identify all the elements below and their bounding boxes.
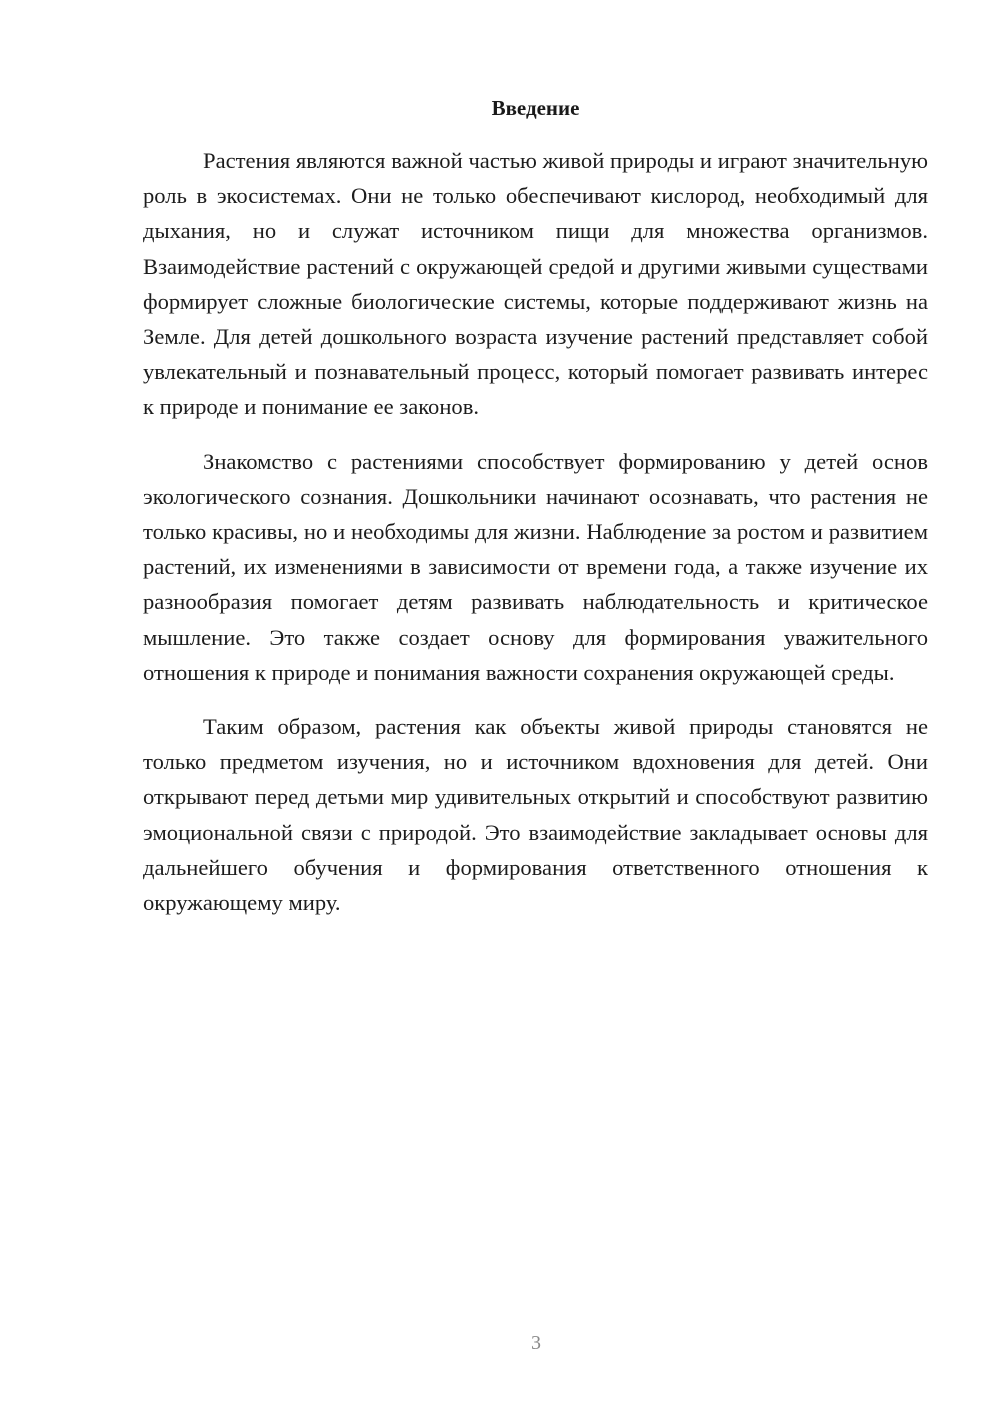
- paragraph-3: Таким образом, растения как объекты живой природы становятся не только предметом изучения, но и источником вдохновения для детей. Они открывают перед детьми мир удивительных открытий и способствуют развитию эмоциональной связи с природой. Это взаимодействие закладывает основы для дальнейшего обучения и формирования ответственного отношения к окружающему миру.: [143, 714, 928, 916]
- paragraph-1: Растения являются важной частью живой природы и играют значительную роль в экосистемах. Они не только обеспечивают кислород, необходимый для дыхания, но и служат источником пищи для множества организмов. Взаимодействие растений с окружающей средой и другими живыми существами формирует сложные биологические системы, которые поддерживают жизнь на Земле. Для детей дошкольного возраста изучение растений представляет собой увлекательный и познавательный процесс, который помогает развивать интерес к природе и понимание ее законов.: [143, 148, 928, 420]
- section-heading: Введение: [491, 96, 580, 120]
- document-body: [143, 143, 928, 939]
- paragraph-2: Знакомство с растениями способствует формированию у детей основ экологического сознания. Дошкольники начинают осознавать, что растения не только красивы, но и необходимы для жизни. Наблюдение за ростом и развитием растений, их изменениями в зависимости от времени года, а также изучение их разнообразия помогает детям развивать наблюдательность и критическое мышление. Это также создает основу для формирования уважительного отношения к природе и понимания важности сохранения окружающей среды.: [143, 448, 928, 685]
- page-number: 3: [531, 1332, 541, 1354]
